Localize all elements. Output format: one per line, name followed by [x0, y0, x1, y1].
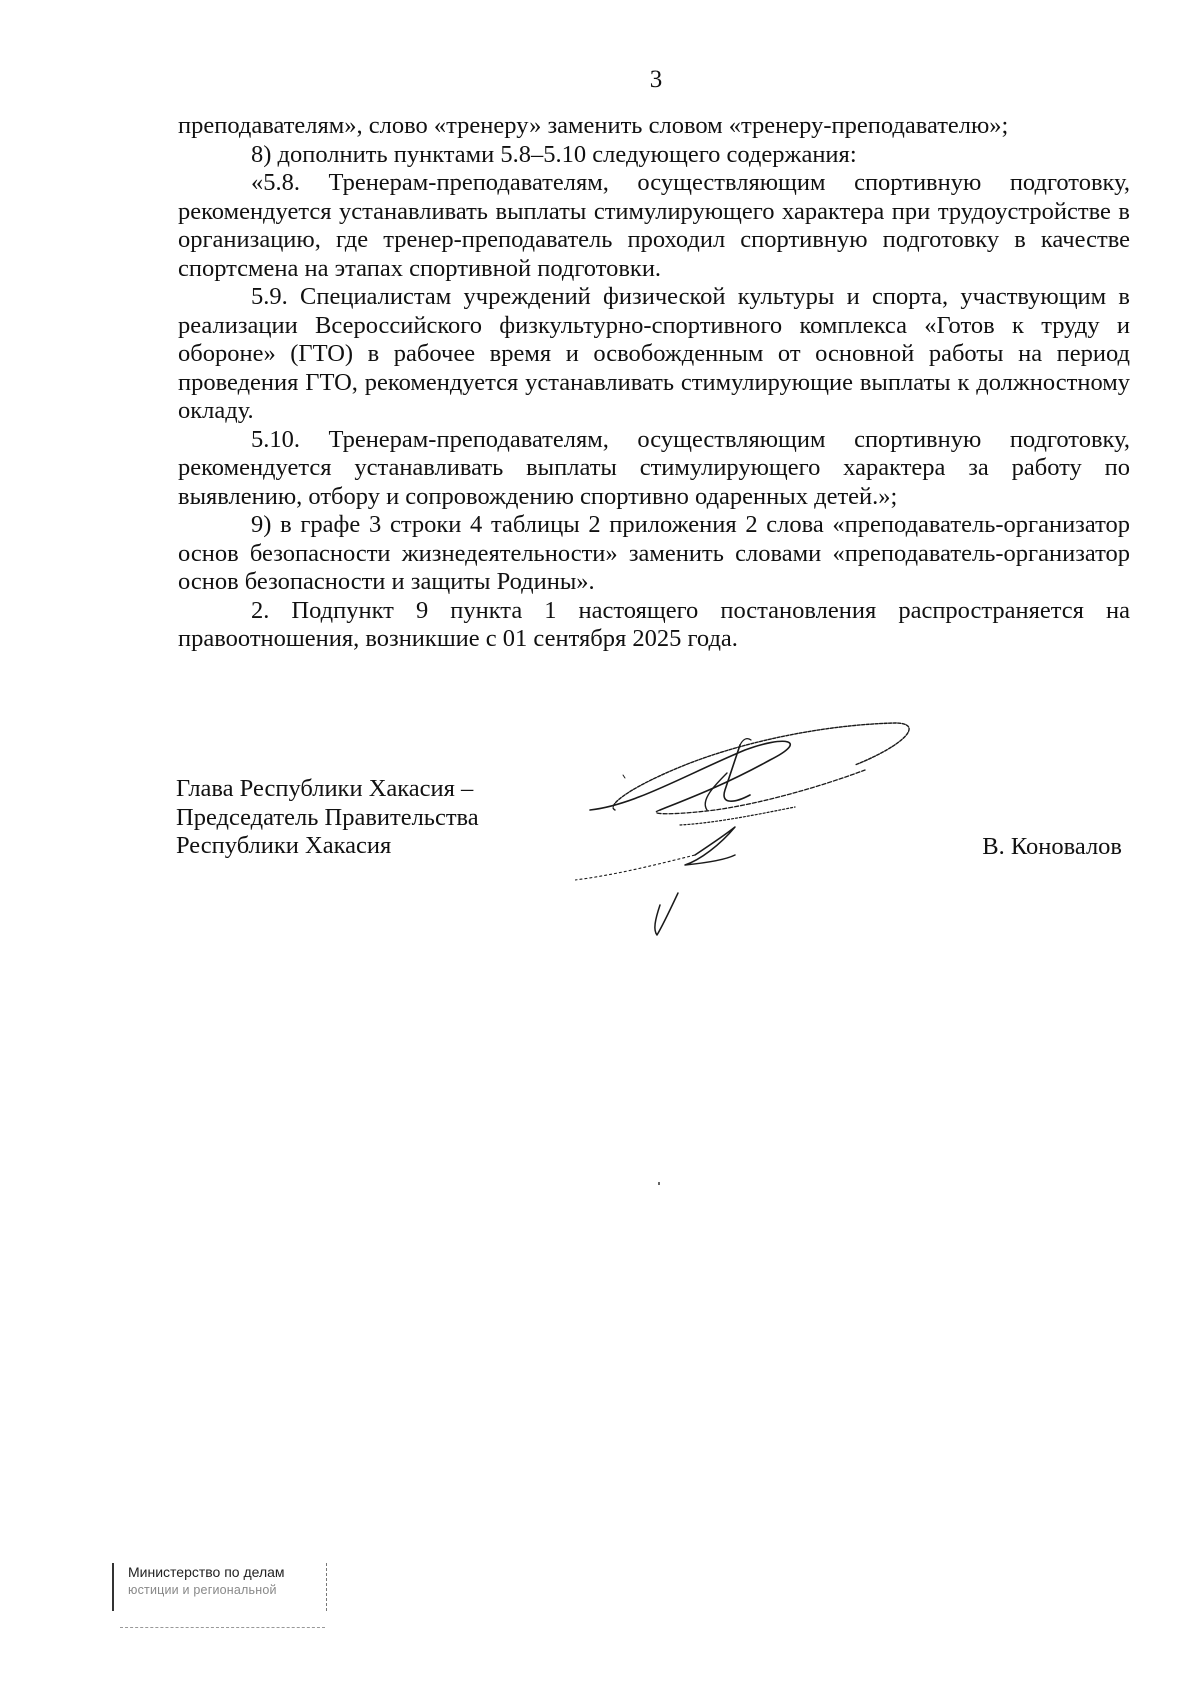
- signatory-title-line: Республики Хакасия: [176, 832, 392, 859]
- stamp-line: юстиции и региональной: [128, 1583, 277, 1597]
- signer-name: В. Коновалов: [982, 833, 1122, 860]
- stamp-line: Министерство по делам: [128, 1564, 285, 1580]
- stamp-divider: [120, 1627, 325, 1628]
- page-number: 3: [649, 66, 663, 93]
- paragraph-continuation: преподавателям», слово «тренеру» заменить словом «тренеру-преподавателю»;: [178, 112, 1009, 139]
- paragraph-2: 2. Подпункт 9 пункта 1 настоящего постановления распространяется на правоотношения, возникшие с 01 сентября 2025 года.: [178, 596, 1130, 652]
- paragraph-5-8: «5.8. Тренерам-преподавателям, осуществляющим спортивную подготовку, рекомендуется устанавливать выплаты стимулирующего характера при трудоустройстве в организацию, где тренер-преподаватель проходил спортивную подготовку в качестве спортсмена на этапах спортивной подготовки.: [178, 169, 1130, 282]
- paragraph-item-9: 9) в графе 3 строки 4 таблицы 2 приложения 2 слова «преподаватель-организатор основ безопасности жизнедеятельности» заменить словами «преподаватель-организатор основ безопасности и защиты Родины».: [178, 511, 1130, 595]
- signatory-title-line: Глава Республики Хакасия –: [176, 775, 474, 802]
- paragraph-5-9: 5.9. Специалистам учреждений физической культуры и спорта, участвующим в реализации Всероссийского физкультурно-спортивного комплекса «Готов к труду и обороне» (ГТО) в рабочее время и освобожденным от основной работы на период проведения ГТО, рекомендуется устанавливать стимулирующие выплаты к должностному окладу.: [178, 283, 1130, 424]
- scan-artifact: [658, 1182, 660, 1185]
- paragraph-item-8: 8) дополнить пунктами 5.8–5.10 следующего содержания:: [251, 140, 857, 168]
- signatory-title-line: Председатель Правительства: [176, 803, 479, 831]
- document-body: [178, 112, 1130, 654]
- paragraph-5-10: 5.10. Тренерам-преподавателям, осуществляющим спортивную подготовку, рекомендуется устанавливать выплаты стимулирующего характера за работу по выявлению, отбору и сопровождению спортивно одаренных детей.»;: [178, 425, 1130, 510]
- handwritten-signature: [575, 715, 935, 940]
- registration-stamp: [112, 1563, 327, 1611]
- signatory-title: [176, 775, 479, 861]
